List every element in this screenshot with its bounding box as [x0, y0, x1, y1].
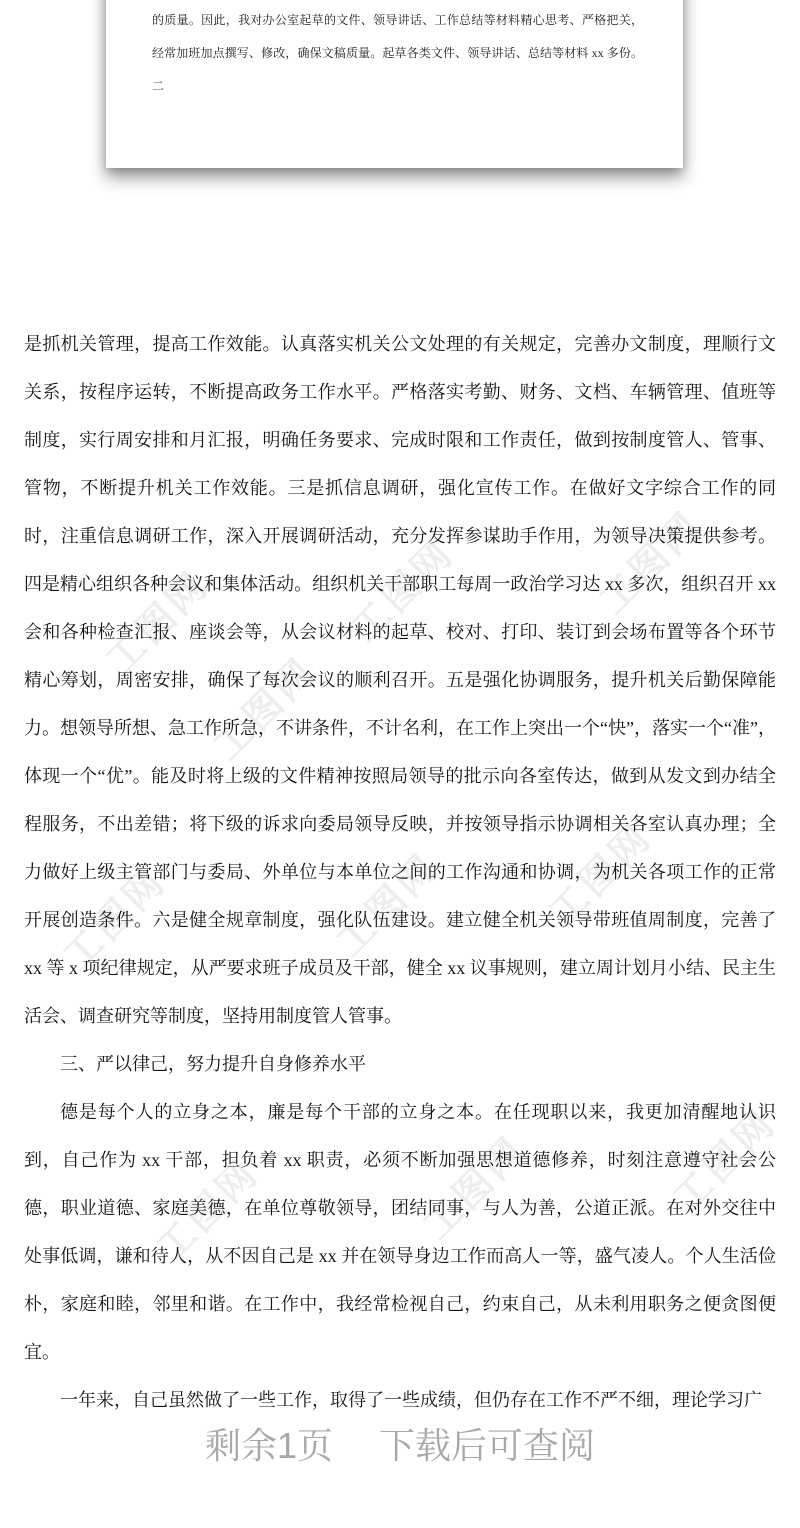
watermark: 工图网	[541, 815, 661, 935]
watermark: 工图网	[415, 1128, 535, 1248]
watermark: 工图网	[328, 845, 448, 965]
watermark: 工图网	[205, 649, 325, 769]
paragraph: 一年来，自己虽然做了一些工作，取得了一些成绩，但仍存在工作不严不细，理论学习广	[60, 1390, 762, 1410]
paragraph: 是抓机关管理，提高工作效能。认真落实机关公文处理的有关规定，完善办文制度，理顺行文关系，按程序运转，不断提高政务工作水平。严格落实考勤、财务、文档、车辆管理、值班等制度，实行周安排和月汇报，明确任务要求、完成时限和工作责任，做到按制度管人、管事、管物，不断提升机关工作效能。三是抓信息调研，强化宣传工作。在做好文字综合工作的同时，注重信息调研工作，深入开展调研活动，充分发挥参谋助手作用，为领导决策提供参考。四是精心组织各种会议和集体活动。组织机关干部职工每周一政治学习达 xx 多次，组织召开 xx 会和各种检查汇报、座谈会等，从会议材料的起草、校对、打印、装订到会场布置等各个环节精心筹划，周密安排，确保了每次会议的顺利召开。五是强化协调服务，提升机关后勤保障能力。想领导所想、急工作所急，不讲条件，不计名利，在工作上突出一个“快”，落实一个“准”，体现一个“优”。能及时将上级的文件精神按照局领导的批示向各室传达，做到从发文到办结全程服务，不出差错；将下级的诉求向委局领导反映，并按领导指示协调相关各室认真办理；全力做好上级主管部门与委局、外单位与本单位之间的工作沟通和协调，为机关各项工作的正常开展创造条件。六是健全规章制度，强化队伍建设。建立健全机关领导带班值周制度，完善了 xx 等 x 项纪律规定，从严要求班子成员及干部，健全 xx 议事规则，建立周计划月小结、民主生活会、调查研究等制度，坚持用制度管人管事。	[24, 334, 776, 1026]
footer-banner[interactable]	[0, 1424, 800, 1468]
paragraph: 德是每个人的立身之本，廉是每个干部的立身之本。在任现职以来，我更加清醒地认识到，自己作为 xx 干部，担负着 xx 职责，必须不断加强思想道德修养，时刻注意遵守社会公德，职业道德、家庭美德，在单位尊敬领导，团结同事，与人为善，公道正派。在对外交往中处事低调，谦和待人，从不因自己是 xx 并在领导身边工作而高人一等，盛气凌人。个人生活俭朴，家庭和睦，邻里和谐。在工作中，我经常检视自己，约束自己，从未利用职务之便贪图便宜。	[24, 1102, 776, 1362]
watermark: 工图网	[343, 531, 463, 651]
watermark: 工图网	[98, 563, 218, 683]
watermark: 工图网	[591, 503, 711, 623]
pages-remaining-label: 剩余1页	[204, 1425, 333, 1466]
section-heading: 三、严以律己，努力提升自身修养水平	[60, 1054, 366, 1074]
page-preview-card	[106, 0, 683, 168]
page-preview-text: 的质量。因此，我对办公室起草的文件、领导讲话、工作总结等材料精心思考、严格把关，经常加班加点撰写、修改，确保文稿质量。起草各类文件、领导讲话、总结等材料 xx 多份。二	[152, 13, 643, 93]
watermark: 工图网	[55, 859, 175, 979]
watermark: 工图网	[665, 1101, 785, 1221]
watermark: 工图网	[148, 1151, 268, 1271]
download-hint-label: 下载后可查阅	[379, 1425, 596, 1466]
document-body	[0, 320, 800, 1410]
